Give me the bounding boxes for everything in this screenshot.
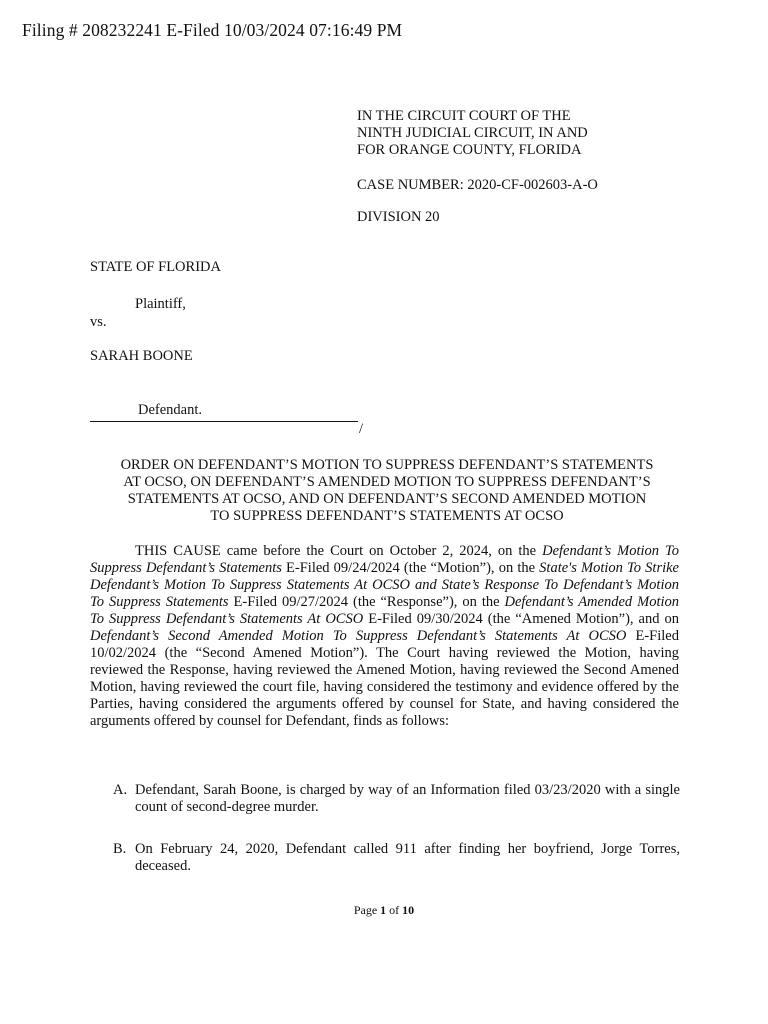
page-current: 1 [380,903,387,917]
case-number: CASE NUMBER: 2020-CF-002603-A-O [357,177,598,193]
finding-label: A. [113,782,128,798]
order-title-line: TO SUPPRESS DEFENDANT’S STATEMENTS AT OCSO [210,508,564,524]
defendant-role: Defendant. [138,402,203,418]
caption-divider-line [90,421,358,422]
finding-item [113,841,680,875]
division: DIVISION 20 [357,209,440,225]
body-text: THIS CAUSE came before the Court on October 2, 2024, on the [135,543,543,559]
body-text: E-Filed 10/02/2024 (the “Second Amened Motion”). The Court having reviewed the Motion, having reviewed the Response, having reviewed the Amened Motion, having reviewed the Second Amened Motion, having reviewed the court file, having considered the testimony and evidence offered by the Parties, having considered the arguments offered by counsel for State, and having considered the arguments offered by counsel for Defendant, finds as follows: [90,628,679,729]
filing-stamp: Filing # 208232241 E-Filed 10/03/2024 07:16:49 PM [22,20,403,40]
page-word: Page [353,903,381,917]
page-of: of [386,903,403,917]
motion-title: State's Motion To Strike Defendant’s Motion To Suppress Statements At OCSO and State’s Response To Defendant’s Motion To Suppress Statements [90,560,679,610]
finding-text: On February 24, 2020, Defendant called 911 after finding her boyfriend, Jorge Torres, deceased. [135,841,680,874]
body-text: E-Filed 09/24/2024 (the “Motion”), on the [281,560,540,576]
finding-item [113,782,680,816]
court-line: IN THE CIRCUIT COURT OF THE [357,108,571,124]
defendant-name: SARAH BOONE [90,348,193,364]
court-line: NINTH JUDICIAL CIRCUIT, IN AND [357,125,588,141]
finding-text: Defendant, Sarah Boone, is charged by way of an Information filed 03/23/2020 with a single count of second-degree murder. [135,782,680,815]
caption-slash: / [359,421,364,437]
plaintiff-name: STATE OF FLORIDA [90,259,221,275]
order-title [90,457,684,525]
order-title-line: ORDER ON DEFENDANT’S MOTION TO SUPPRESS DEFENDANT’S STATEMENTS [120,457,654,473]
plaintiff-role: Plaintiff, [135,296,186,312]
finding-label: B. [113,841,127,857]
order-title-line: AT OCSO, ON DEFENDANT’S AMENDED MOTION TO SUPPRESS DEFENDANT’S [123,474,651,490]
page-number [0,903,768,918]
body-text: E-Filed 09/27/2024 (the “Response”), on the [228,594,505,610]
court-line: FOR ORANGE COUNTY, FLORIDA [357,142,582,158]
motion-title: Defendant’s Amended Motion To Suppress Defendant’s Statements At OCSO [90,594,679,627]
versus: vs. [90,314,107,330]
motion-title: Defendant’s Motion To Suppress Defendant’s Statements [90,543,680,576]
page-total: 10 [402,903,415,917]
motion-title: Defendant’s Second Amended Motion To Suppress Defendant’s Statements At OCSO [90,628,627,644]
court-heading [357,108,588,159]
body-paragraph [90,543,679,730]
order-title-line: STATEMENTS AT OCSO, AND ON DEFENDANT’S SECOND AMENDED MOTION [127,491,647,507]
body-text: E-Filed 09/30/2024 (the “Amened Motion”), and on [363,611,679,627]
